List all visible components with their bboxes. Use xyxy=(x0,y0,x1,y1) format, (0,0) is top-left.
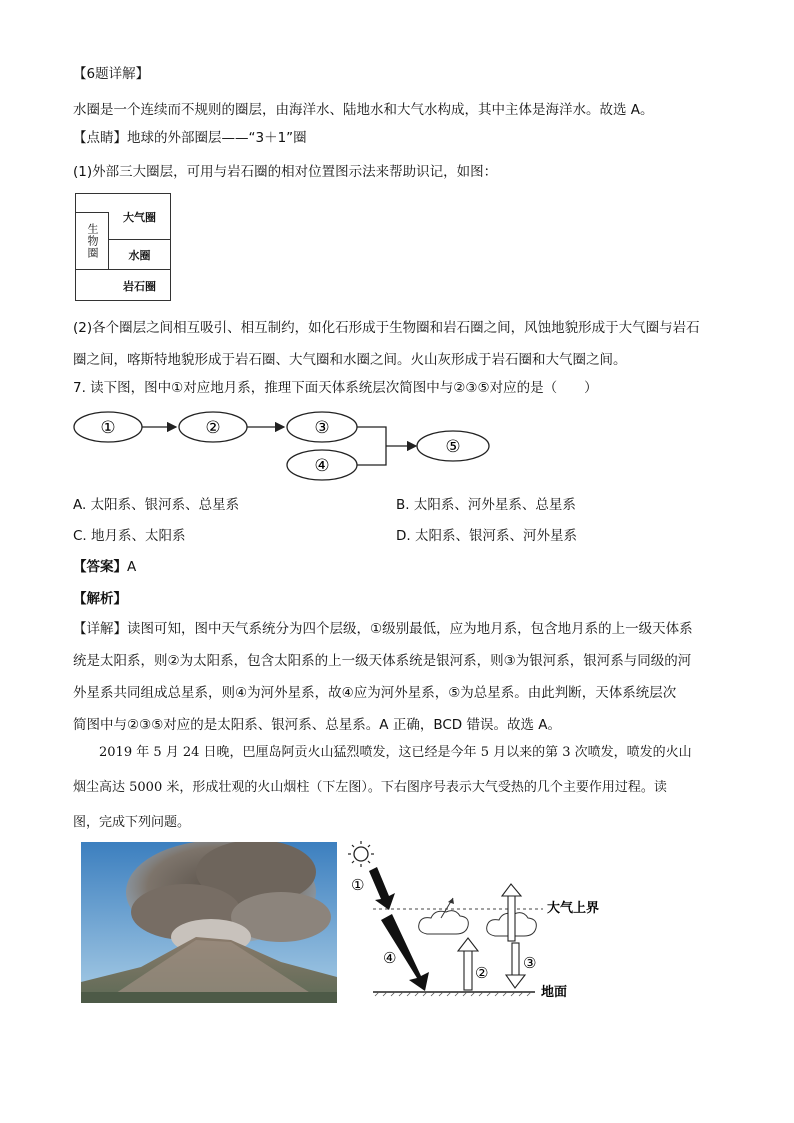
option-a: A. 太阳系、银河系、总星系 xyxy=(73,497,240,513)
atmospheric-heating-diagram xyxy=(345,838,615,1008)
sun-icon xyxy=(348,841,374,867)
analysis-label: 【解析】 xyxy=(73,591,127,607)
q7-stem: 7. 读下图，图中①对应地月系，推理下面天体系统层次简图中与②③⑤对应的是（ ） xyxy=(73,380,598,396)
detail-line: 统是太阳系，则②为太阳系，包含太阳系的上一级天体系统是银河系，则③为银河系，银河系与同级的河 xyxy=(73,653,692,669)
detail-line: 简图中与②③⑤对应的是太阳系、银河系、总星系。A 正确，BCD 错误。故选 A。 xyxy=(73,717,561,733)
atmosphere-top-label: 大气上界 xyxy=(547,901,600,916)
sphere-diagram xyxy=(75,193,171,301)
q6-text: 水圈是一个连续而不规则的圈层，由海洋水、陆地水和大气水构成，其中主体是海洋水。故选 A。 xyxy=(73,102,654,118)
merge-connector xyxy=(357,427,386,465)
answer-label: 【答案】 xyxy=(73,559,127,575)
answer-row xyxy=(73,555,136,575)
biosphere-label: 生物圈 xyxy=(76,212,109,270)
passage-line: 烟尘高达 5000 米，形成壮观的火山烟柱（下左图）。下右图序号表示大气受热的几个主要作用过程。读 xyxy=(73,780,667,795)
detail-line: 外星系共同组成总星系，则④为河外星系，故④应为河外星系，⑤为总星系。由此判断，天体系统层次 xyxy=(73,685,677,701)
option-b: B. 太阳系、河外星系、总星系 xyxy=(396,497,576,513)
ground-label: 地面 xyxy=(541,985,568,1000)
label-3: ③ xyxy=(523,954,537,972)
node-4-label: ④ xyxy=(314,456,330,476)
tip-p2-line: (2)各个圈层之间相互吸引、相互制约，如化石形成于生物圈和岩石圈之间，风蚀地貌形成于大气圈与岩石 xyxy=(73,320,700,336)
atmosphere-label: 大气圈 xyxy=(109,194,170,240)
passage-line: 2019 年 5 月 24 日晚，巴厘岛阿贡火山猛烈喷发，这已经是今年 5 月以来的第 3 次喷发，喷发的火山 xyxy=(73,745,692,760)
q6-heading: 【6题详解】 xyxy=(73,66,150,82)
node-2-label: ② xyxy=(205,418,221,438)
arrow-1-solar xyxy=(369,867,395,910)
tip-paragraph-2 xyxy=(73,312,729,376)
passage-line: 图，完成下列问题。 xyxy=(73,815,191,830)
tip-paragraph-1: (1)外部三大圈层，可用与岩石圈的相对位置图示法来帮助识记，如图： xyxy=(73,164,498,180)
label-2: ② xyxy=(475,964,489,982)
volcano-passage xyxy=(73,735,733,840)
detail-line: 【详解】读图可知，图中天气系统分为四个层级，①级别最低，应为地月系，包含地月系的上一级天体系 xyxy=(73,621,693,637)
answer-value: A xyxy=(127,559,137,575)
celestial-hierarchy-diagram xyxy=(70,405,500,485)
detail-paragraph xyxy=(73,613,729,741)
lithosphere-label: 岩石圈 xyxy=(123,279,156,293)
node-5-label: ⑤ xyxy=(445,437,461,457)
tip-heading: 【点睛】地球的外部圈层——“3＋1”圈 xyxy=(73,130,307,146)
label-4: ④ xyxy=(383,949,397,967)
node-3-label: ③ xyxy=(314,418,330,438)
volcano-photo xyxy=(81,842,337,1003)
option-d: D. 太阳系、银河系、河外星系 xyxy=(396,528,577,544)
label-1: ① xyxy=(351,876,365,894)
tip-p2-line: 圈之间，喀斯特地貌形成于岩石圈、大气圈和水圈之间。火山灰形成于岩石圈和大气圈之间。 xyxy=(73,352,627,368)
option-c: C. 地月系、太阳系 xyxy=(73,528,186,544)
node-1-label: ① xyxy=(100,418,116,438)
hydrosphere-label: 水圈 xyxy=(109,240,170,270)
